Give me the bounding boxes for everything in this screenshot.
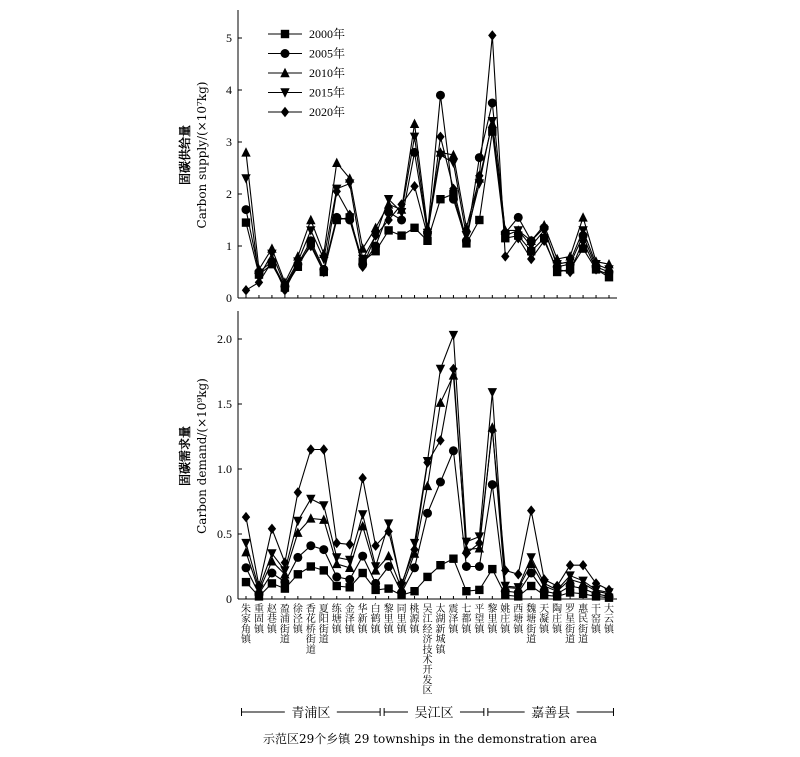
data-point-marker — [436, 195, 444, 203]
legend-swatch-marker — [281, 107, 289, 117]
y-tick-label: 0 — [226, 592, 232, 606]
township-label: 重固镇 — [253, 604, 264, 636]
data-point-marker — [578, 577, 587, 586]
data-point-marker — [371, 579, 380, 588]
data-point-marker — [358, 510, 367, 519]
y-axis-title-cn: 固碳需求量 — [178, 425, 192, 487]
township-label: 黎里镇 — [383, 604, 394, 636]
data-point-marker — [332, 572, 341, 581]
carbon-demand-panel — [177, 311, 617, 606]
data-point-marker — [514, 569, 522, 579]
township-label: 魏塘街道 — [526, 604, 537, 646]
township-label: 惠民街道 — [578, 604, 589, 646]
township-label: 夏阳街道 — [318, 604, 329, 646]
township-label: 徐泾镇 — [292, 604, 303, 636]
x-axis-title: 示范区29个乡镇 29 townships in the demonstration area — [262, 732, 598, 746]
township-label: 同里镇 — [396, 604, 407, 636]
data-point-marker — [345, 556, 354, 565]
data-point-marker — [332, 158, 341, 167]
township-label: 盈浦街道 — [279, 604, 290, 646]
data-point-marker — [333, 582, 341, 590]
township-label: 大云镇 — [604, 604, 614, 636]
data-point-marker — [462, 548, 470, 558]
y-tick-label: 0 — [226, 291, 232, 305]
data-point-marker — [462, 587, 470, 595]
data-point-marker — [241, 539, 250, 548]
data-point-marker — [449, 364, 457, 374]
data-point-marker — [242, 285, 250, 295]
series-triangle-up — [241, 370, 613, 598]
data-point-marker — [307, 562, 315, 570]
data-point-marker — [578, 212, 587, 221]
data-point-marker — [475, 586, 483, 594]
data-point-marker — [280, 578, 289, 587]
data-point-marker — [527, 582, 535, 590]
district-brackets — [242, 705, 614, 721]
data-point-marker — [242, 512, 250, 522]
township-label: 白鹤镇 — [370, 604, 381, 636]
township-label: 金泽镇 — [344, 604, 355, 636]
legend-label: 2010年 — [309, 66, 346, 80]
y-axis-title-en: Carbon supply/(×10⁷kg) — [195, 81, 209, 229]
township-label: 赵巷镇 — [266, 604, 277, 636]
legend-label: 2015年 — [309, 85, 346, 100]
y-tick-label: 3 — [226, 135, 232, 149]
data-point-marker — [241, 147, 250, 156]
township-label: 桃源镇 — [409, 604, 420, 636]
data-point-marker — [320, 444, 328, 454]
township-label: 七都镇 — [461, 604, 472, 636]
data-point-marker — [410, 563, 419, 572]
township-label: 华新镇 — [357, 604, 368, 636]
data-point-marker — [268, 579, 276, 587]
y-tick-label: 1 — [226, 239, 232, 253]
data-point-marker — [397, 231, 405, 239]
y-tick-label: 0.5 — [217, 527, 232, 541]
y-tick-label: 2 — [226, 187, 232, 201]
data-point-marker — [345, 575, 354, 584]
data-point-marker — [384, 226, 392, 234]
data-point-marker — [306, 226, 315, 235]
township-label: 黎里镇 — [487, 604, 498, 636]
data-point-marker — [319, 501, 328, 510]
data-point-marker — [384, 551, 393, 560]
data-point-marker — [319, 545, 328, 554]
data-point-marker — [488, 565, 496, 573]
legend-swatch-marker — [281, 49, 290, 58]
carbon-supply-panel — [177, 10, 617, 305]
township-label: 罗星街道 — [565, 604, 576, 646]
township-category-labels — [241, 602, 615, 697]
township-label: 干窑镇 — [591, 604, 602, 636]
data-point-marker — [514, 213, 523, 222]
data-point-marker — [449, 331, 458, 340]
data-point-marker — [410, 224, 418, 232]
township-label: 姚庄镇 — [500, 604, 511, 636]
data-point-marker — [488, 30, 496, 40]
data-point-marker — [436, 478, 445, 487]
township-label: 西塘镇 — [513, 604, 524, 636]
data-point-marker — [306, 541, 315, 550]
data-point-marker — [294, 487, 302, 497]
data-point-marker — [320, 566, 328, 574]
data-point-marker — [358, 569, 366, 577]
y-tick-label: 4 — [226, 83, 232, 97]
data-point-marker — [293, 517, 302, 526]
data-point-marker — [475, 153, 484, 162]
data-point-marker — [566, 560, 574, 570]
y-tick-label: 2.0 — [217, 332, 232, 346]
data-point-marker — [242, 578, 250, 586]
data-point-marker — [488, 480, 497, 489]
data-point-marker — [462, 562, 471, 571]
data-point-marker — [293, 553, 302, 562]
data-point-marker — [358, 473, 366, 483]
legend-swatch-marker — [281, 30, 289, 38]
data-point-marker — [436, 561, 444, 569]
township-label: 震泽镇 — [448, 604, 459, 636]
township-label: 太湖新城镇 — [435, 604, 446, 656]
data-point-marker — [423, 509, 432, 518]
data-point-marker — [488, 99, 497, 108]
data-point-marker — [346, 583, 354, 591]
y-axis-title-en: Carbon demand/(×10⁹kg) — [195, 378, 209, 534]
legend-label: 2000年 — [309, 27, 346, 41]
data-point-marker — [527, 553, 536, 562]
township-label: 陶庄镇 — [552, 604, 563, 636]
data-point-marker — [540, 574, 548, 584]
data-point-marker — [436, 435, 444, 445]
township-label: 吴江经济技术开发区 — [422, 604, 433, 697]
district-label: 吴江区 — [414, 706, 454, 721]
data-point-marker — [527, 505, 535, 515]
data-point-marker — [345, 179, 354, 188]
legend-label: 2020年 — [309, 105, 346, 119]
township-label: 香花桥街道 — [305, 604, 316, 656]
data-point-marker — [384, 584, 392, 592]
data-point-marker — [410, 119, 419, 128]
data-point-marker — [294, 570, 302, 578]
y-tick-label: 1.5 — [217, 397, 232, 411]
y-tick-label: 1.0 — [217, 462, 232, 476]
data-point-marker — [449, 555, 457, 563]
district-label: 青浦区 — [291, 706, 331, 721]
data-point-marker — [436, 365, 445, 374]
data-point-marker — [449, 446, 458, 455]
data-point-marker — [268, 524, 276, 534]
district-label: 嘉善县 — [531, 706, 571, 721]
data-point-marker — [358, 552, 367, 561]
legend — [268, 26, 345, 119]
data-point-marker — [475, 562, 484, 571]
township-label: 朱家角镇 — [241, 604, 251, 646]
data-point-marker — [436, 132, 444, 142]
data-point-marker — [307, 444, 315, 454]
data-point-marker — [488, 388, 497, 397]
y-axis-title-cn: 固碳供给量 — [178, 124, 192, 186]
township-label: 练塘镇 — [331, 604, 342, 636]
data-point-marker — [306, 495, 315, 504]
data-point-marker — [410, 133, 419, 142]
data-point-marker — [488, 117, 497, 126]
township-label: 平望镇 — [474, 604, 485, 636]
data-point-marker — [306, 215, 315, 224]
data-point-marker — [449, 159, 458, 168]
data-point-marker — [306, 513, 315, 522]
y-tick-label: 5 — [226, 31, 232, 45]
data-point-marker — [423, 573, 431, 581]
data-point-marker — [462, 538, 471, 547]
data-point-marker — [436, 398, 445, 407]
data-point-marker — [242, 563, 251, 572]
data-point-marker — [436, 91, 445, 100]
legend-label: 2005年 — [309, 46, 346, 61]
township-label: 天凝镇 — [539, 604, 550, 636]
data-point-marker — [475, 216, 483, 224]
data-point-marker — [410, 587, 418, 595]
